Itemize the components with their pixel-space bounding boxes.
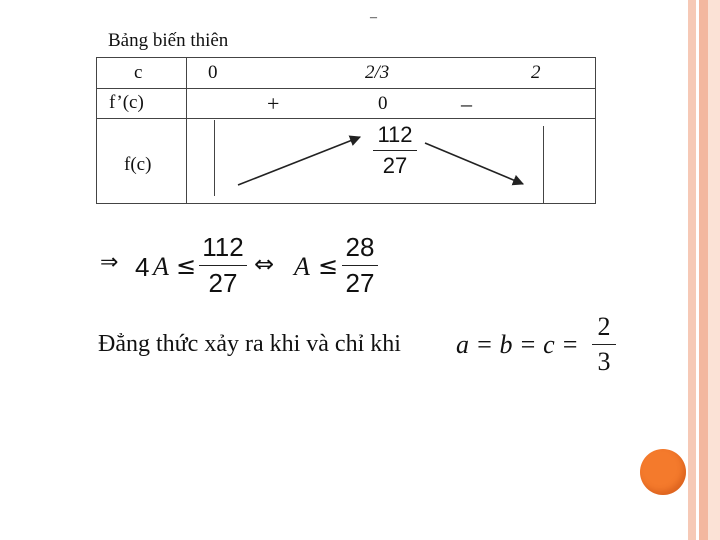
sign-plus: + bbox=[267, 91, 280, 116]
row-label-function: f(c) bbox=[124, 154, 152, 175]
fraction-numerator: 28 bbox=[345, 232, 375, 262]
fraction-numerator: 112 bbox=[202, 232, 244, 262]
sign-zero: 0 bbox=[378, 93, 388, 114]
row-label-x: c bbox=[134, 62, 143, 83]
decorative-border-strip-dark bbox=[699, 0, 708, 540]
top-dash-mark: – bbox=[370, 10, 377, 25]
decreasing-arrow bbox=[425, 143, 523, 184]
iff-symbol: ⇔ bbox=[254, 250, 275, 278]
fraction-denominator: 3 bbox=[597, 347, 611, 376]
fraction-112-27 bbox=[199, 232, 247, 299]
equality-text: Đẳng thức xảy ra khi và chỉ khi bbox=[98, 331, 401, 357]
orange-circle-decoration bbox=[640, 449, 686, 495]
fraction-denominator: 27 bbox=[345, 268, 375, 298]
max-value-denominator: 27 bbox=[382, 153, 408, 178]
fraction-bar bbox=[342, 265, 378, 266]
decorative-border-strip-light bbox=[708, 0, 720, 540]
sign-minus: – bbox=[461, 91, 472, 116]
decorative-border-strip bbox=[688, 0, 696, 540]
variation-table bbox=[96, 57, 596, 204]
implies-symbol: ⇒ bbox=[100, 250, 119, 275]
leq-symbol: ≤ bbox=[176, 252, 197, 280]
coefficient: 4 bbox=[135, 252, 150, 282]
x-value-critical: 2/3 bbox=[365, 62, 390, 83]
x-value-end: 2 bbox=[531, 62, 541, 83]
fraction-denominator: 27 bbox=[208, 268, 238, 298]
row-label-derivative: f’(c) bbox=[109, 92, 144, 113]
fraction-bar bbox=[592, 344, 616, 345]
fraction-bar bbox=[199, 265, 247, 266]
x-value-start: 0 bbox=[208, 62, 218, 83]
fraction-28-27 bbox=[342, 232, 378, 299]
fraction-numerator: 2 bbox=[597, 312, 611, 341]
table-title: Bảng biến thiên bbox=[108, 30, 229, 51]
variation-arrows bbox=[97, 58, 597, 205]
variable-a-2: A bbox=[294, 252, 310, 281]
increasing-arrow bbox=[238, 137, 360, 185]
max-value-numerator: 112 bbox=[377, 122, 413, 147]
variable-a: A bbox=[153, 252, 169, 281]
fraction-2-3 bbox=[592, 312, 616, 377]
leq-symbol-2: ≤ bbox=[318, 252, 339, 280]
equality-expression: a = b = c = bbox=[456, 330, 579, 359]
